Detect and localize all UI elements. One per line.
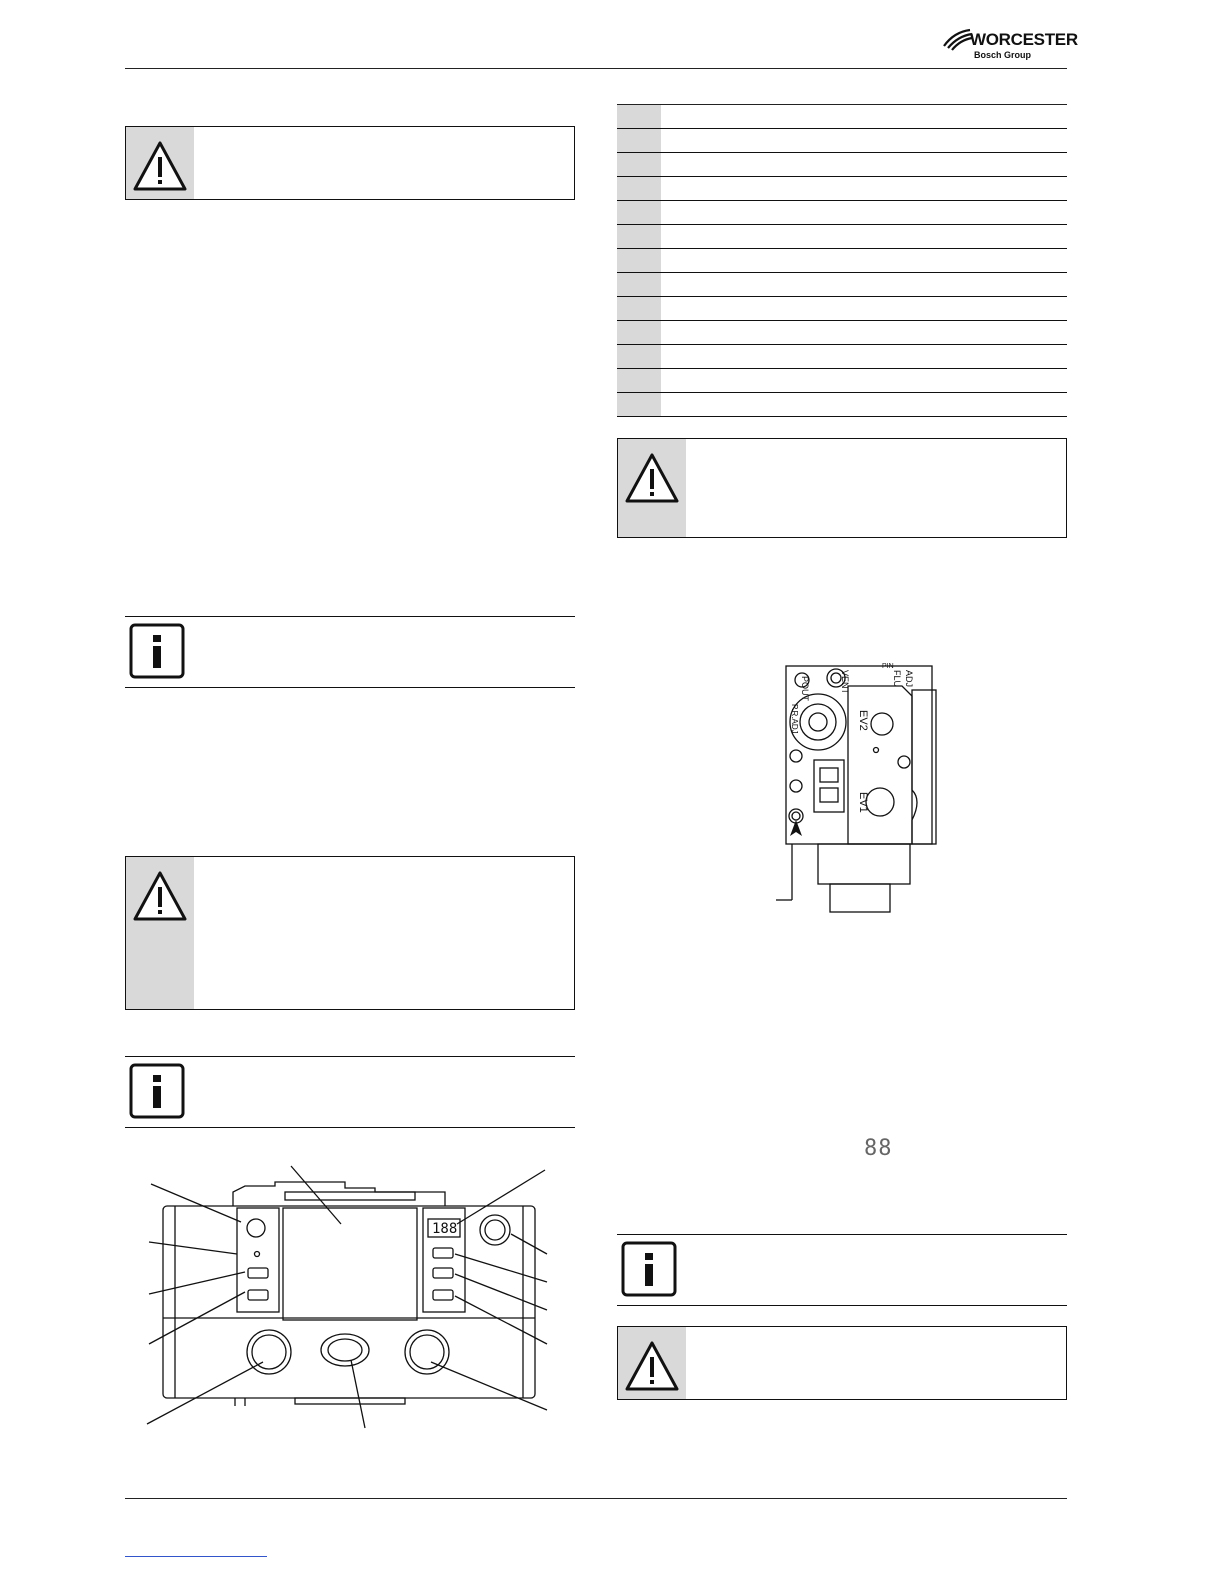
table-row [617, 105, 1067, 129]
valve-label-adj: ADJ [904, 670, 914, 688]
gas-valve-drawing [772, 660, 942, 920]
brand-logo [940, 26, 1078, 66]
display-symbol: 88 [864, 1136, 893, 1161]
table-row [617, 153, 1067, 177]
info-icon [621, 1241, 677, 1297]
table-row [617, 273, 1067, 297]
info-icon [129, 1063, 185, 1119]
table-row [617, 201, 1067, 225]
warning-triangle-icon [622, 449, 682, 509]
table-row [617, 369, 1067, 393]
valve-label-pout: POUT [800, 676, 810, 702]
warning-box-4 [617, 1326, 1067, 1400]
warning-box-3 [617, 438, 1067, 538]
info-icon [129, 623, 185, 679]
valve-label-pr-adj: P.R.ADJ [790, 704, 799, 734]
valve-label-ev2: EV2 [857, 710, 869, 731]
table-row [617, 345, 1067, 369]
table-row [617, 177, 1067, 201]
table-row [617, 225, 1067, 249]
gas-valve-figure [772, 660, 942, 920]
control-panel-drawing [145, 1162, 555, 1437]
valve-label-ev1: EV1 [857, 792, 869, 813]
valve-label-flu: FLU [892, 670, 902, 688]
warning-box-2 [125, 856, 575, 1010]
valve-label-vent: VENT [840, 670, 850, 695]
table-row [617, 249, 1067, 273]
footer-link-underline[interactable] [125, 1556, 267, 1557]
info-box-2 [125, 1056, 575, 1128]
panel-display-text: 188 [432, 1221, 458, 1237]
warning-box-1 [125, 126, 575, 200]
header-rule [125, 68, 1067, 69]
brand-subtitle: Bosch Group [974, 50, 1032, 60]
table-row [617, 129, 1067, 153]
table-row [617, 321, 1067, 345]
info-box-3 [617, 1234, 1067, 1306]
control-panel-figure [145, 1162, 555, 1437]
warning-triangle-icon [130, 137, 190, 197]
footer-rule [125, 1498, 1067, 1499]
table-row [617, 297, 1067, 321]
warning-triangle-icon [622, 1337, 682, 1397]
table-row [617, 393, 1067, 417]
valve-label-pin: PIN [882, 663, 894, 670]
info-box-1 [125, 616, 575, 688]
brand-name: WORCESTER [970, 30, 1078, 49]
warning-triangle-icon [130, 867, 190, 927]
